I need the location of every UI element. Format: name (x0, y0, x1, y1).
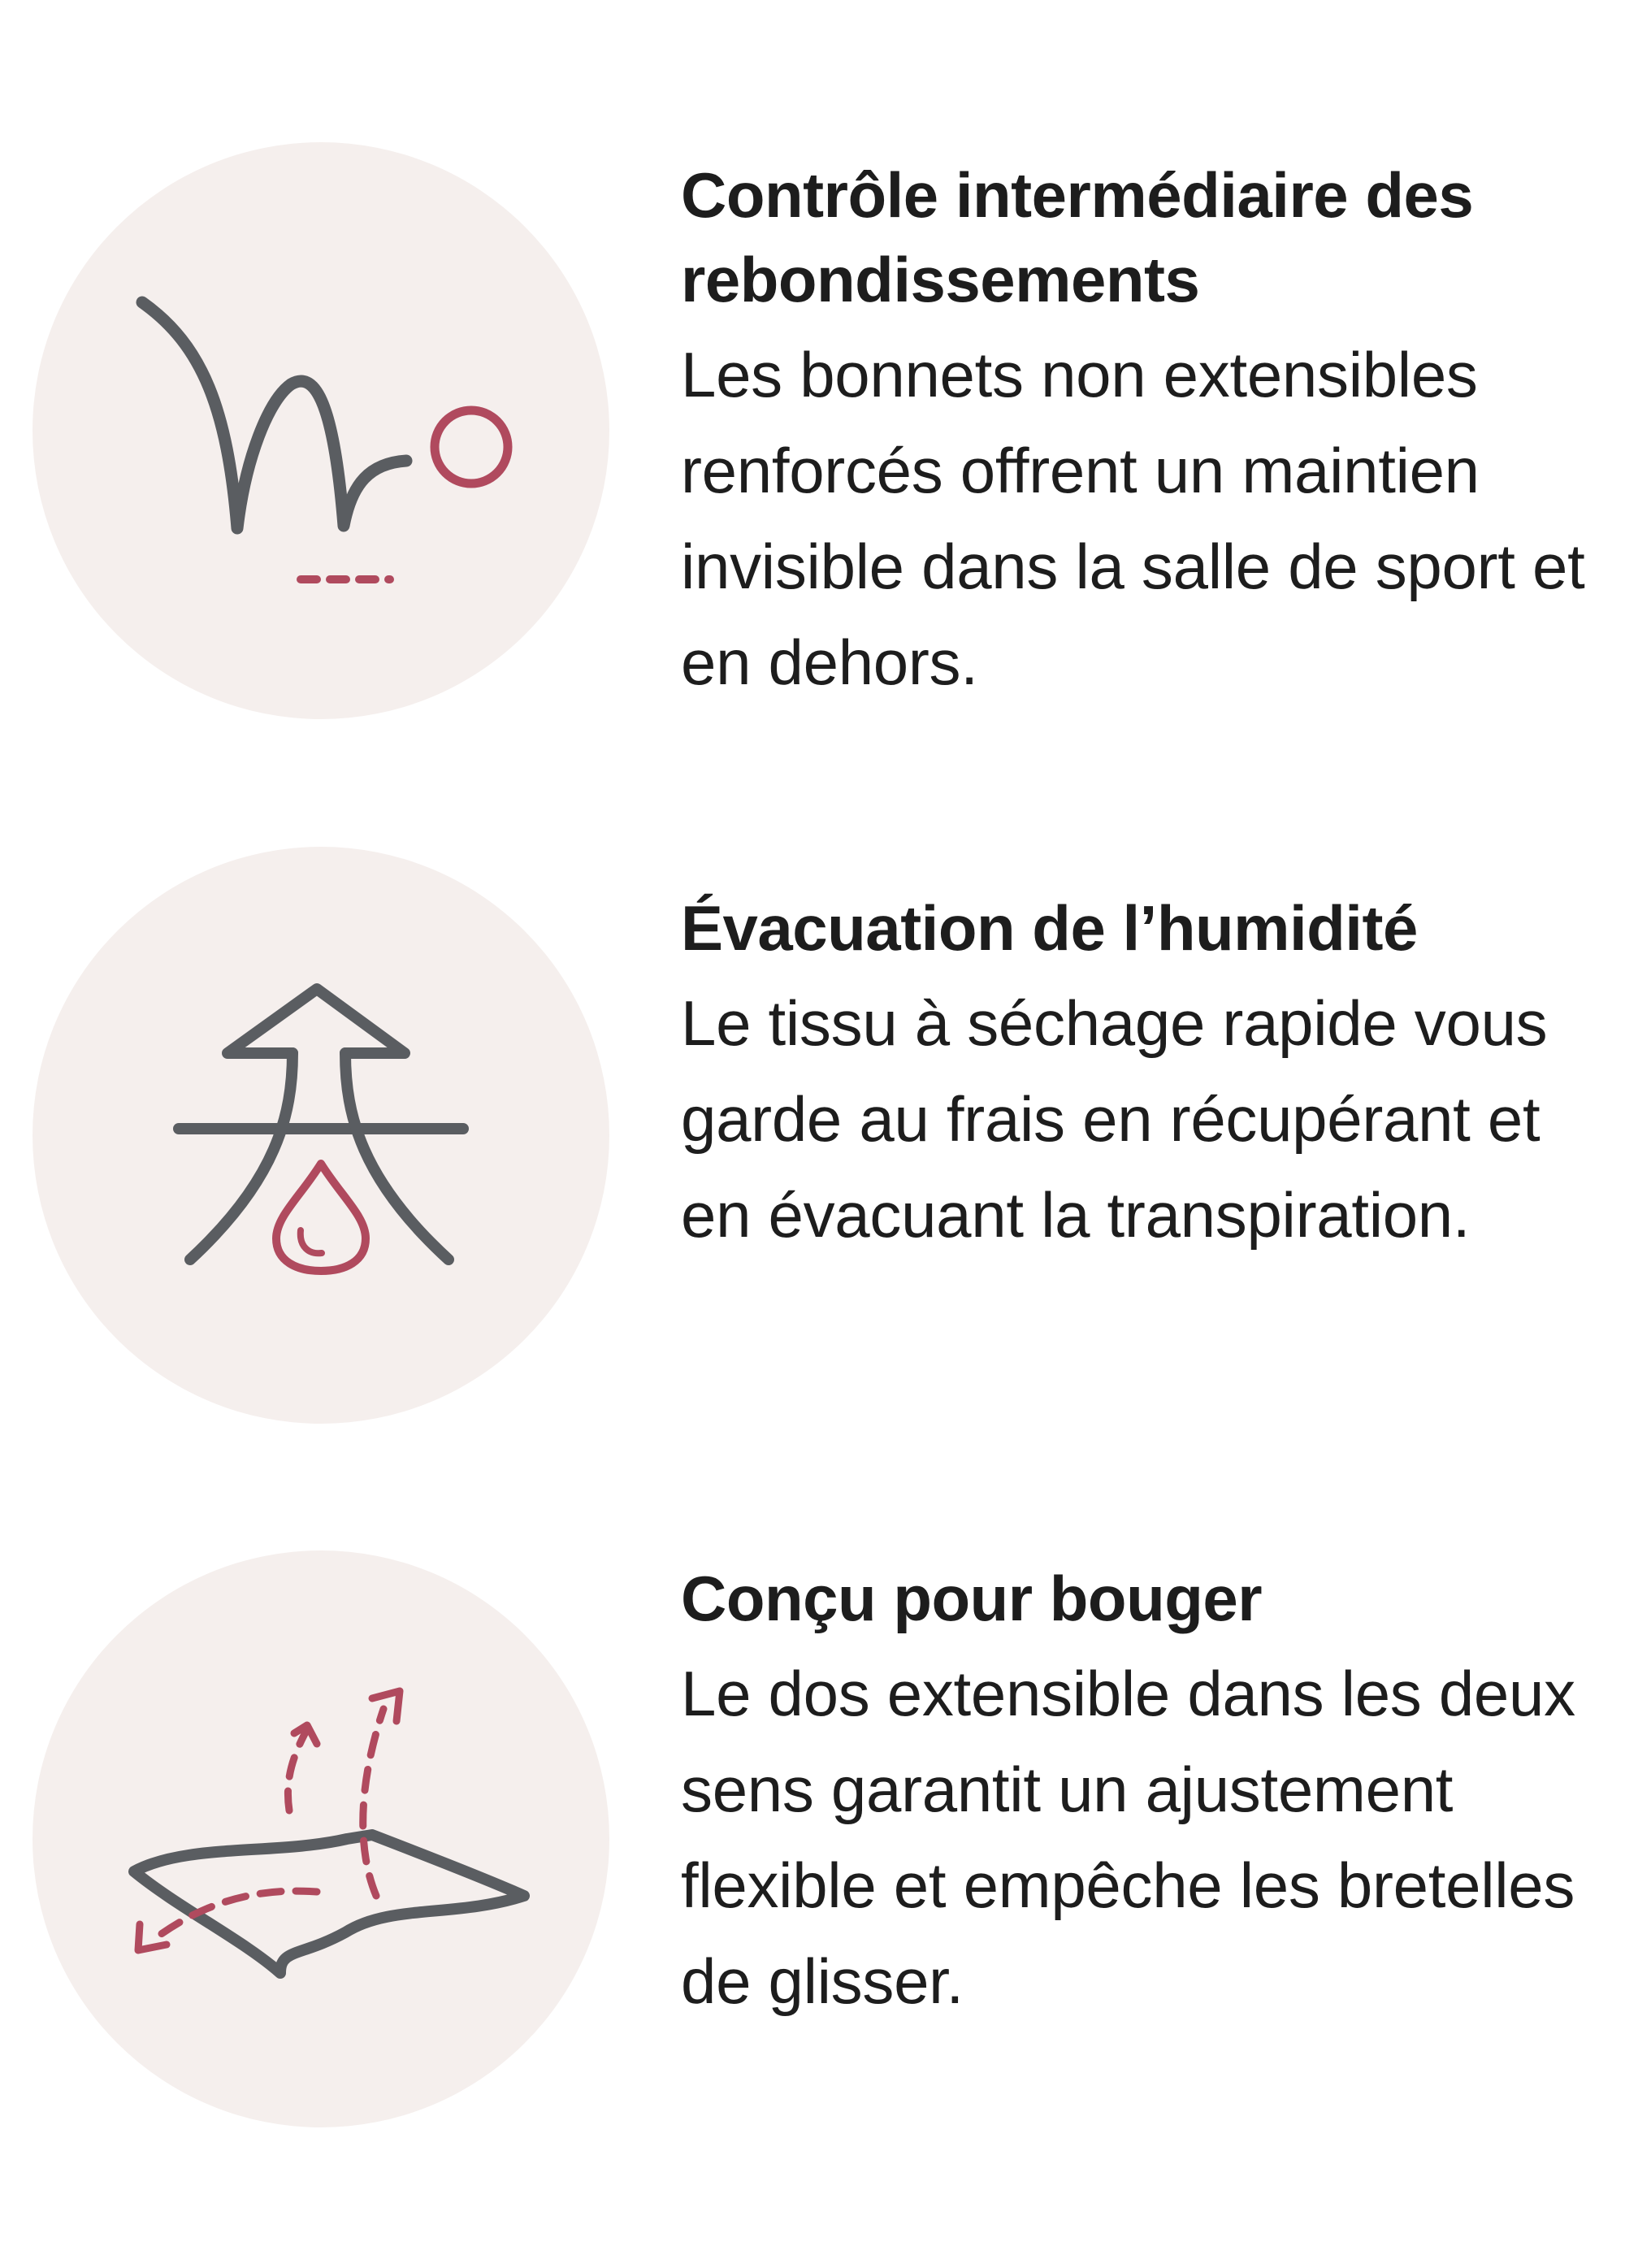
stretch-fabric-icon (32, 1550, 609, 2127)
feature-description: Le tissu à séchage rapide vous garde au frais en récupérant et en évacuant la transpiration. (681, 987, 1548, 1251)
icon-circle (32, 142, 609, 719)
feature-description: Le dos extensible dans les deux sens garantit un ajustement flexible et empêche les bretelles de glisser. (681, 1658, 1575, 2017)
feature-description: Les bonnets non extensibles renforcés offrent un maintien invisible dans la salle de sport et en dehors. (681, 339, 1585, 698)
feature-title: Contrôle intermédiaire des rebondissements (681, 159, 1474, 315)
icon-circle (32, 1550, 609, 2127)
moisture-wicking-icon (32, 847, 609, 1424)
icon-circle (32, 847, 609, 1424)
feature-title: Conçu pour bouger (681, 1563, 1263, 1634)
bounce-icon (32, 142, 609, 719)
feature-title: Évacuation de l’humidité (681, 892, 1418, 964)
